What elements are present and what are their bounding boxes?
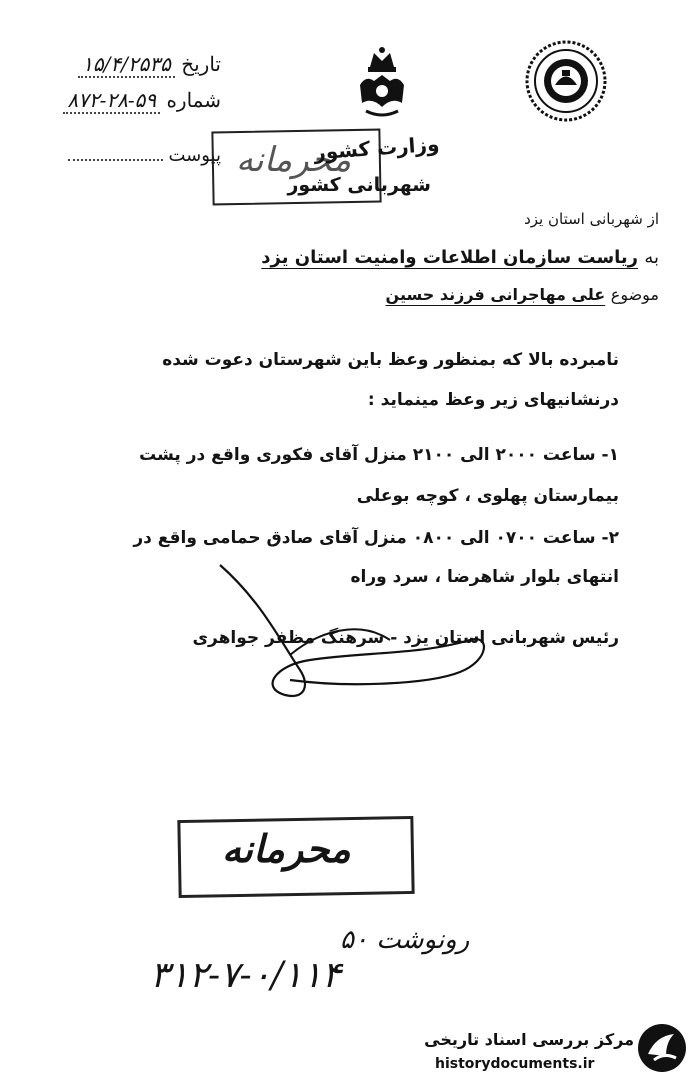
attachment-dots bbox=[68, 159, 163, 161]
subject-row bbox=[386, 285, 659, 304]
confidential-stamp-text: محرمانه bbox=[236, 140, 352, 180]
handwritten-signature bbox=[190, 560, 510, 720]
item2-line2: انتهای بلوار شاهرضا ، سرد وراه bbox=[350, 567, 619, 587]
archive-logo-icon bbox=[636, 1022, 688, 1074]
signature-text: رئیس شهربانی استان یزد - سرهنگ مظفر جواهری bbox=[192, 628, 619, 648]
body-paragraph-line1: نامبرده بالا که بمنظور وعظ باین شهرستان دعوت شده bbox=[162, 350, 619, 370]
item2-line1: ۲- ساعت ۰۷۰۰ الی ۰۸۰۰ منزل آقای صادق حمامی واقع در bbox=[133, 528, 619, 548]
from-row bbox=[524, 210, 659, 228]
to-value: ریاست سازمان اطلاعات وامنیت استان یزد bbox=[261, 247, 639, 268]
crown-emblem-icon bbox=[352, 45, 412, 120]
footer-stamp-text: محرمانه bbox=[222, 826, 351, 871]
attachment-row bbox=[68, 145, 221, 166]
office-name: شهربانی کشور bbox=[287, 174, 431, 196]
number-row bbox=[63, 88, 221, 112]
to-label: به bbox=[644, 247, 659, 268]
number-label: شماره bbox=[166, 88, 221, 112]
item1-line2: بیمارستان پهلوی ، کوچه بوعلی bbox=[356, 486, 619, 506]
attachment-label: پیوست bbox=[168, 145, 221, 166]
body-paragraph-line2: درنشانیهای زیر وعظ مینماید : bbox=[367, 390, 619, 410]
archive-number: ۳۱۲-۷-۰/۱۱۴ bbox=[150, 955, 342, 996]
subject-label: موضوع bbox=[610, 285, 659, 304]
archive-note: رونوشت ۵۰ bbox=[340, 925, 470, 955]
from-value: شهربانی استان یزد bbox=[524, 210, 643, 228]
ministry-seal-icon bbox=[525, 40, 607, 122]
date-label: تاریخ bbox=[181, 52, 221, 76]
date-value: ۱۵/۴/۲۵۳۵ bbox=[78, 52, 175, 78]
item1-line1: ۱- ساعت ۲۰۰۰ الی ۲۱۰۰ منزل آقای فکوری واقع در پشت bbox=[139, 445, 619, 465]
from-label: از bbox=[647, 210, 659, 228]
to-row bbox=[261, 247, 659, 268]
center-name: مرکز بررسی اسناد تاریخی bbox=[424, 1030, 634, 1049]
subject-value: علی مهاجرانی فرزند حسین bbox=[385, 285, 606, 304]
date-row bbox=[78, 52, 221, 76]
ministry-name: وزارت کشور bbox=[312, 131, 440, 165]
center-url: historydocuments.ir bbox=[435, 1056, 595, 1072]
number-value: ۵۹-۲۸-۸۷۲ bbox=[63, 88, 160, 114]
